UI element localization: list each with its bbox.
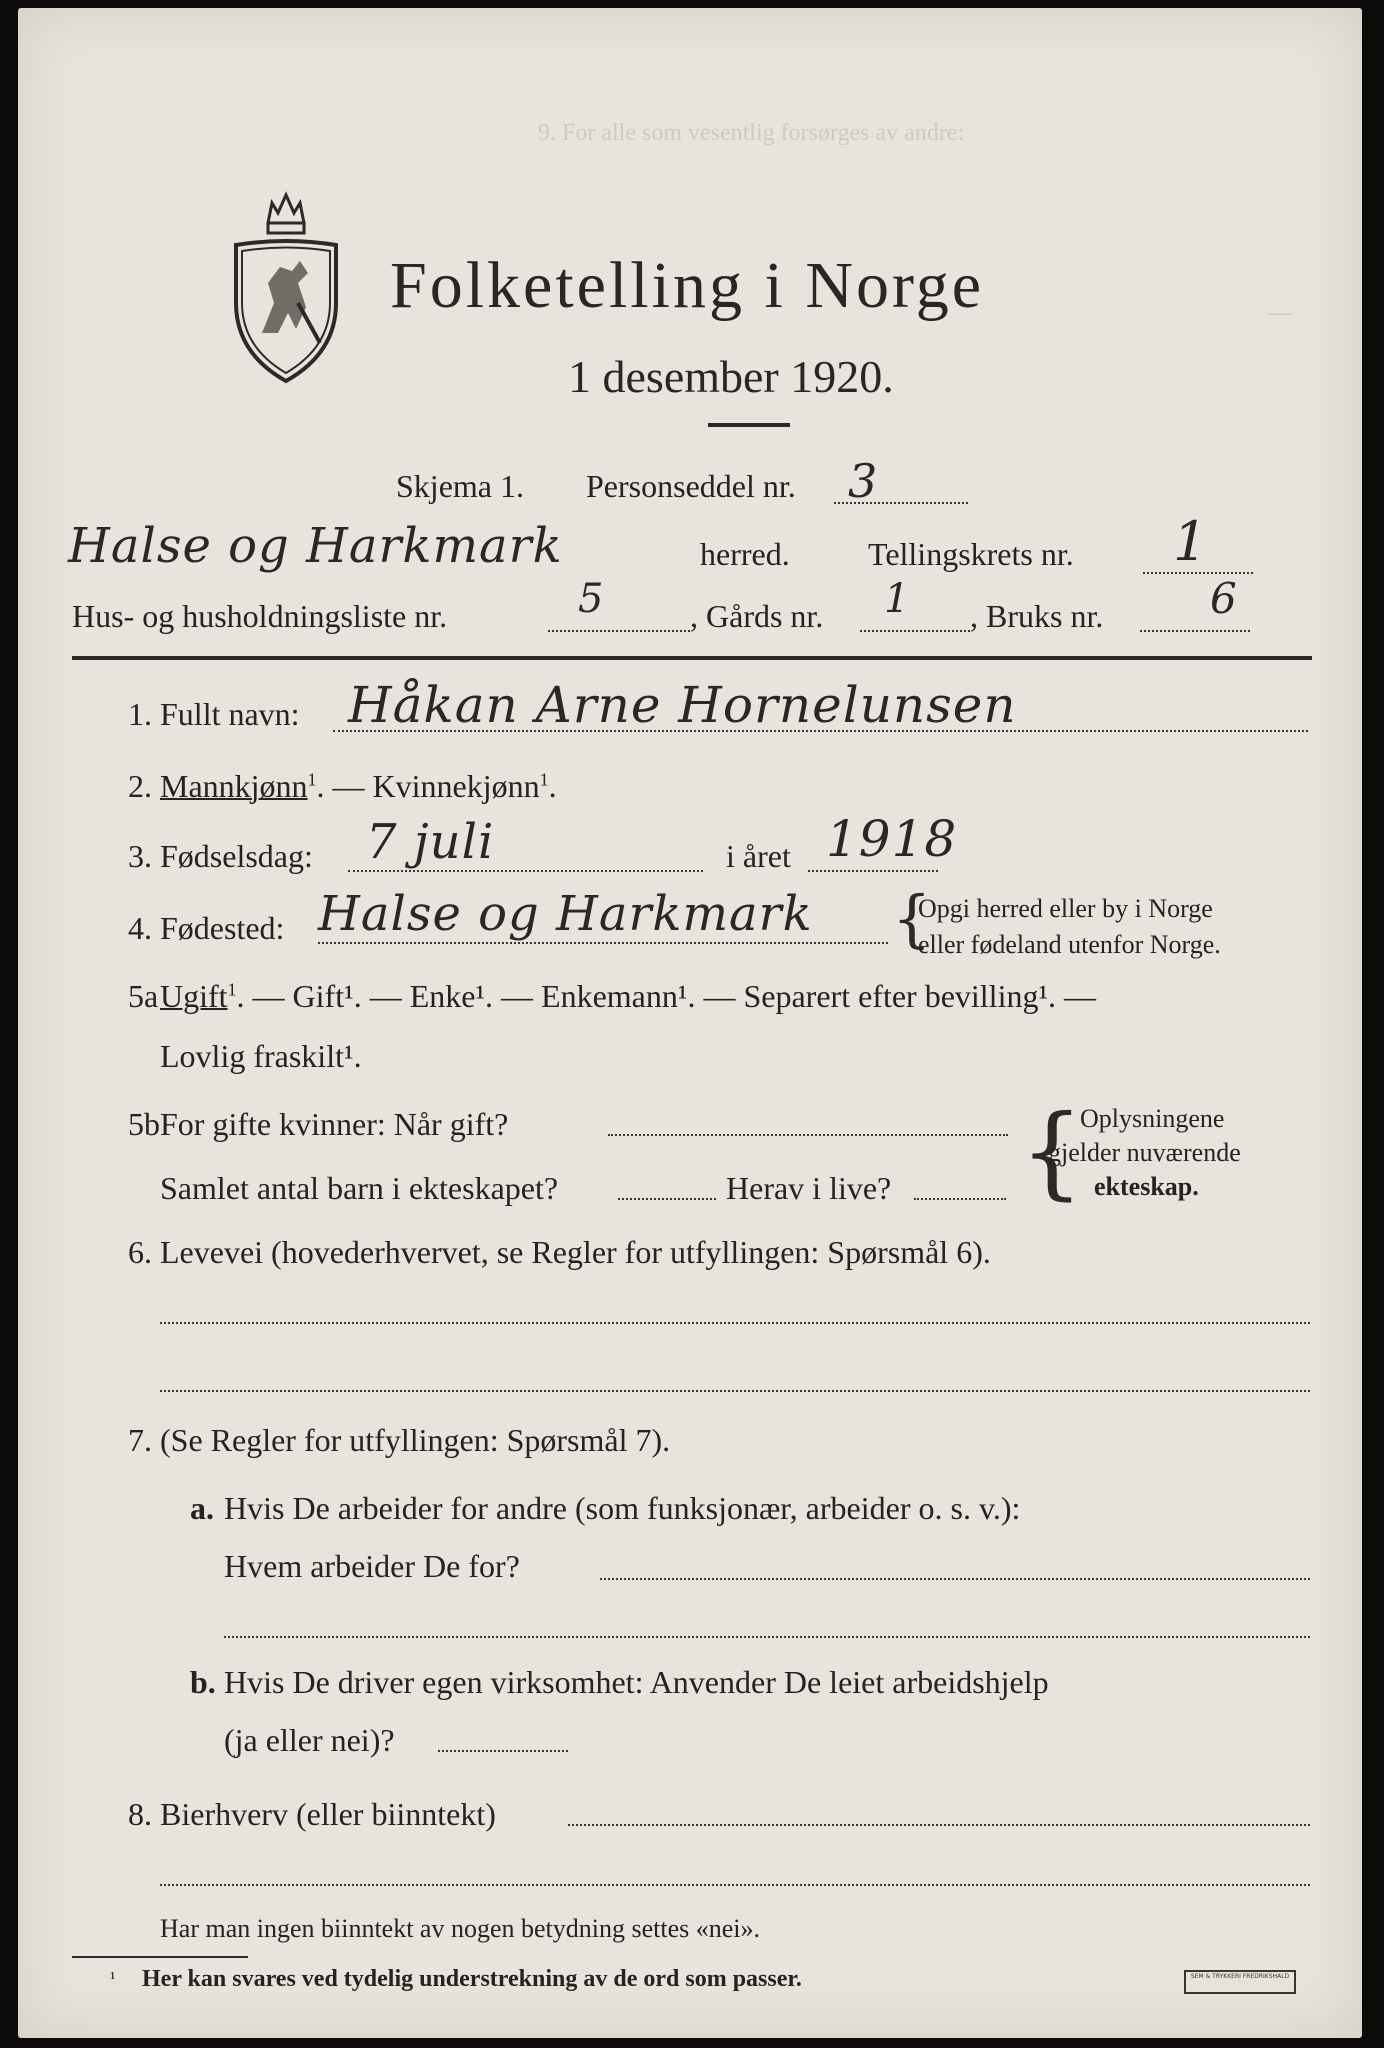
employer-field-2 xyxy=(224,1636,1310,1638)
note-brace: { xyxy=(1020,1093,1084,1210)
married-date-field xyxy=(608,1134,1008,1136)
option-kvinnekjonn: Kvinnekjønn xyxy=(372,768,540,804)
census-form-sheet xyxy=(18,8,1362,2038)
bruks-value: 6 xyxy=(1210,574,1238,623)
bleed-through-text: 9. For alle som vesentlig forsørges av andre: xyxy=(538,120,965,146)
hus-value: 5 xyxy=(578,576,605,622)
q4-note-2: eller fødeland utenfor Norge. xyxy=(918,930,1221,959)
bruks-field xyxy=(1140,630,1250,632)
q6-label: Levevei (hovederhvervet, se Regler for utfyllingen: Spørsmål 6). xyxy=(160,1234,991,1270)
header-rule xyxy=(72,656,1312,660)
q3-label: Fødselsdag: xyxy=(160,838,313,874)
q7a-line2: Hvem arbeider De for? xyxy=(224,1548,520,1584)
bleed-through-text: — xyxy=(1268,300,1292,326)
printer-mark: SEM & TRYKKERI FREDRIKSHALD xyxy=(1184,1970,1296,1994)
birthday-field xyxy=(348,870,703,872)
personseddel-label: Personseddel nr. xyxy=(586,468,796,504)
footnote-mark: ¹ xyxy=(110,1968,116,1988)
q4-label: Fødested: xyxy=(160,910,285,946)
census-date: 1 desember 1920. xyxy=(568,351,894,402)
note-brace: { xyxy=(892,882,932,955)
q7a-label: Hvis De arbeider for andre (som funksjonær, arbeider o. s. v.): xyxy=(224,1490,1021,1526)
herred-value: Halse og Harkmark xyxy=(68,518,563,574)
q1-label: Fullt navn: xyxy=(160,696,300,732)
q7b-line2: (ja eller nei)? xyxy=(224,1722,395,1758)
q5b-note-3: ekteskap. xyxy=(1094,1172,1199,1201)
herred-label: herred. xyxy=(700,536,790,572)
q5a-options: Ugift$^1$. — Gift¹. — Enke¹. — Enkemann¹. — Separert efter bevilling¹. — xyxy=(160,978,1097,1014)
q3-year-label: i året xyxy=(726,838,791,874)
alive-field xyxy=(914,1198,1006,1200)
gards-value: 1 xyxy=(884,576,911,622)
q6-number: 6. xyxy=(128,1234,152,1270)
side-income-field-2 xyxy=(160,1884,1310,1886)
gards-label: , Gårds nr. xyxy=(690,598,824,634)
title-divider xyxy=(708,423,790,427)
q3-birthday-value: 7 juli xyxy=(366,814,495,870)
q7b-letter: b. xyxy=(190,1664,216,1700)
side-income-field xyxy=(568,1824,1310,1826)
birthplace-field xyxy=(318,942,888,944)
q5b-label: For gifte kvinner: Når gift? xyxy=(160,1106,509,1142)
option-ugift: Ugift xyxy=(160,978,228,1014)
hus-field xyxy=(548,630,690,632)
gards-field xyxy=(860,630,970,632)
q5b-line2: Samlet antal barn i ekteskapet? xyxy=(160,1170,559,1206)
q3-number: 3. xyxy=(128,838,152,874)
children-field xyxy=(618,1198,716,1200)
q3-year-value: 1918 xyxy=(826,810,958,868)
q5b-herav: Herav i live? xyxy=(726,1170,892,1206)
full-name-field xyxy=(333,730,1308,732)
tellingskrets-value: 1 xyxy=(1173,510,1209,573)
q4-birthplace-value: Halse og Harkmark xyxy=(318,886,813,942)
option-mannkjonn: Mannkjønn xyxy=(160,768,308,804)
q4-number: 4. xyxy=(128,910,152,946)
q7b-label: Hvis De driver egen virksomhet: Anvender De leiet arbeidshjelp xyxy=(224,1664,1049,1700)
q8-number: 8. xyxy=(128,1796,152,1832)
hired-help-field xyxy=(438,1750,568,1752)
q5b-note-1: Oplysningene xyxy=(1080,1104,1225,1133)
q1-full-name-value: Håkan Arne Hornelunsen xyxy=(348,676,1017,734)
personseddel-field xyxy=(834,502,968,504)
hus-label: Hus- og husholdningsliste nr. xyxy=(72,598,448,634)
form-title: Folketelling i Norge xyxy=(390,249,985,322)
q5b-note-2: gjelder nuværende xyxy=(1048,1138,1241,1167)
q7-label: (Se Regler for utfyllingen: Spørsmål 7). xyxy=(160,1422,671,1458)
footnote-rule xyxy=(72,1956,248,1958)
q8-label: Bierhverv (eller biinntekt) xyxy=(160,1796,496,1832)
bruks-label: , Bruks nr. xyxy=(970,598,1104,634)
q7-number: 7. xyxy=(128,1422,152,1458)
q7a-letter: a. xyxy=(190,1490,214,1526)
year-field xyxy=(808,870,938,872)
personseddel-value: 3 xyxy=(848,454,879,508)
q5b-number: 5b xyxy=(128,1106,160,1142)
q5a-line2: Lovlig fraskilt¹. xyxy=(160,1038,362,1074)
tellingskrets-label: Tellingskrets nr. xyxy=(868,536,1074,572)
coat-of-arms-icon xyxy=(228,183,344,393)
occupation-field-2 xyxy=(160,1390,1310,1392)
q4-note-1: Opgi herred eller by i Norge xyxy=(918,894,1213,923)
q5a-number: 5a xyxy=(128,978,159,1014)
employer-field xyxy=(600,1578,1310,1580)
q1-number: 1. xyxy=(128,696,152,732)
q2-options: Mannkjønn$^1$. — Kvinnekjønn$^1$. xyxy=(160,768,557,804)
q2-number: 2. xyxy=(128,768,152,804)
schema-label: Skjema 1. xyxy=(396,468,524,504)
footnote-text: Her kan svares ved tydelig understrekning av de ord som passer. xyxy=(142,1966,802,1992)
no-income-note: Har man ingen biinntekt av nogen betydning settes «nei». xyxy=(160,1914,761,1943)
occupation-field-1 xyxy=(160,1322,1310,1324)
